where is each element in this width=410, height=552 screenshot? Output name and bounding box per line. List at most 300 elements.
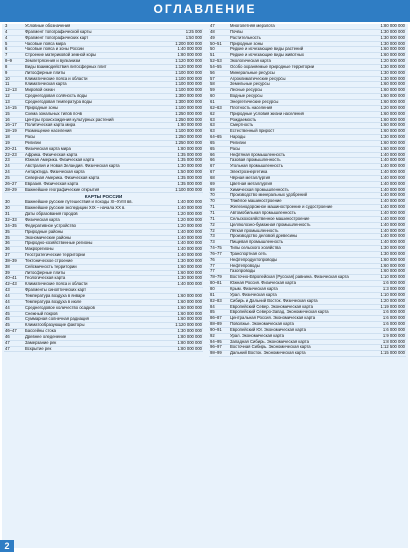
toc-entry-title: Даты образования городов [25, 211, 78, 217]
toc-entry-title: Экономические районы [25, 234, 71, 240]
toc-page-ref: 63 [210, 116, 215, 122]
toc-entry-scale: 1:250 000 000 [175, 116, 202, 122]
toc-entry-title: Крым. Физическая карта [230, 285, 278, 291]
toc-entry-title: Южная Россия. Физическая карта [230, 280, 296, 286]
toc-entry-scale: 1:100 000 000 [175, 69, 202, 75]
toc-entry-scale: 1:40 000 000 [380, 157, 405, 163]
toc-entry-scale: 1:60 000 000 [380, 46, 405, 52]
toc-page-ref: 57 [210, 75, 215, 81]
toc-entry-title: Важнейшие географические открытия [25, 186, 100, 192]
toc-entry-title: Автомобильная промышленность [230, 210, 296, 215]
toc-page-ref: 8 [5, 63, 8, 69]
toc-page-ref: 66 [210, 157, 215, 163]
toc-entry-scale: 1:6 000 000 [382, 280, 405, 286]
toc-page-ref: 52–53 [210, 58, 222, 64]
toc-entry-title: Мировой океан [25, 87, 55, 93]
toc-entry-scale: 1:40 000 000 [177, 46, 202, 52]
toc-entry-scale: 1:250 000 000 [175, 139, 202, 145]
toc-page-ref: 60 [210, 93, 215, 99]
toc-entry-title: Западная Сибирь. Экономическая карта [230, 338, 309, 344]
toc-entry-scale: 1:80 000 000 [177, 52, 202, 58]
toc-page-ref: 4 [5, 28, 8, 34]
toc-entry-scale: 1:40 000 000 [380, 233, 405, 239]
toc-entry-title: Среднегодовая температура воды [25, 98, 92, 104]
toc-entry-title: Экологическая карта [230, 58, 271, 64]
toc-page-ref: 68 [210, 174, 215, 180]
toc-page-ref: 48 [210, 28, 215, 34]
toc-entry-scale: 1:60 000 000 [177, 304, 202, 310]
toc-entry-title: Размещение населения [25, 128, 72, 134]
toc-page-ref: 35 [5, 228, 10, 234]
toc-entry-title: Среднегодовая солёность воды [25, 93, 88, 99]
toc-entry-title: Политическая карта мира [25, 122, 76, 128]
toc-entry-title: Восточная Сибирь. Экономическая карта [230, 344, 311, 350]
toc-entry-title: Железнодорожное машиностроение и судостроение [230, 204, 333, 210]
toc-entry-scale: 1:12 500 000 [380, 344, 405, 350]
toc-entry-title: Вскрытие рек [25, 345, 52, 351]
toc-entry-scale: 1:40 000 000 [380, 192, 405, 198]
toc-entry-title: Народы [230, 134, 246, 140]
toc-entry-title: Европейский Северо-Запад. Экономическая карта [230, 309, 329, 315]
toc-entry-title: Природно-хозяйственные регионы [25, 240, 93, 246]
toc-entry-scale: 1:8 000 000 [382, 338, 405, 344]
toc-entry-title: Климатическая карта [25, 81, 67, 87]
toc-entry-title: Сельскохозяйственное машиностроение [230, 215, 310, 221]
toc-page-ref: 94–95 [210, 338, 222, 344]
toc-entry-scale: 1:30 000 000 [380, 34, 405, 40]
toc-entry-title: Химическая промышленность [230, 186, 289, 192]
toc-entry-title: Особо охраняемые природные территории [230, 63, 315, 69]
toc-entry-scale: 1:6 000 000 [382, 321, 405, 327]
toc-page-ref: 44 [5, 304, 10, 310]
toc-page-ref: 32–33 [5, 217, 17, 222]
toc-page [2, 24, 408, 548]
toc-page-ref: 66 [210, 151, 215, 157]
toc-page-ref: 50–51 [210, 40, 222, 46]
toc-entry-title: Минеральные ресурсы [230, 69, 275, 75]
toc-page-ref: 3 [5, 23, 8, 28]
toc-entry-title: Религии [230, 139, 246, 145]
toc-page-ref: 45 [5, 316, 10, 322]
toc-entry-title: Древнее оледенение [25, 333, 67, 339]
toc-entry-scale: 1:40 000 000 [380, 215, 405, 221]
toc-entry-scale: 1:15 000 000 [380, 350, 405, 356]
toc-page-ref: 70 [210, 198, 215, 204]
toc-entry[interactable] [4, 347, 203, 353]
toc-page-ref: 36 [5, 240, 10, 246]
toc-entry-scale: 1:80 000 000 [177, 145, 202, 151]
toc-page-ref: 73 [210, 233, 215, 239]
toc-entry-scale: 1:20 000 000 [177, 222, 202, 228]
toc-entry-scale: 1:30 000 000 [177, 275, 202, 281]
toc-entry-title: Многолетняя мерзлота [230, 23, 275, 28]
toc-page-ref: 28–29 [5, 186, 17, 192]
toc-entry-scale: 1:30 000 000 [380, 28, 405, 34]
toc-entry-title: Нефтяная промышленность [230, 151, 286, 157]
toc-entry-title: Климатические пояса и области [25, 281, 88, 287]
toc-page-ref: 45 [5, 310, 10, 316]
toc-entry-title: Виды взаимодействия литосферных плит [25, 63, 107, 69]
toc-entry-title: Нефтепродуктопроводы [230, 256, 278, 262]
toc-entry-title: Производство деловой древесины [230, 233, 298, 239]
toc-entry-title: Нефтепроводы [230, 262, 260, 268]
toc-entry-title: Бассейны стока [25, 328, 56, 334]
toc-entry-scale: 1:60 000 000 [380, 128, 405, 134]
toc-entry-scale: 1:50 000 [185, 34, 202, 40]
toc-entry-scale: 1:40 000 000 [380, 174, 405, 180]
toc-entry-scale: 1:40 000 000 [177, 228, 202, 234]
toc-entry-scale: 1:6 000 000 [382, 315, 405, 321]
toc-entry-scale: 1:100 000 000 [175, 87, 202, 93]
toc-entry-scale: 1:60 000 000 [177, 316, 202, 322]
toc-entry-title: Температура воздуха в июле [25, 298, 82, 304]
toc-entry-scale: 1:80 000 000 [177, 122, 202, 128]
toc-entry-scale: 1:40 000 000 [380, 163, 405, 169]
toc-entry-title: Типы сельского хозяйства [230, 245, 281, 251]
page-number: 2 [0, 540, 14, 552]
toc-page-ref: 76 [210, 256, 215, 262]
toc-page-ref: 23 [5, 157, 10, 163]
toc-page-ref: 37 [5, 252, 10, 258]
toc-page-ref: 16 [5, 116, 10, 122]
toc-page-ref: 67 [210, 163, 215, 169]
toc-entry-scale: 1:30 000 000 [177, 163, 202, 169]
toc-page-ref: 98–99 [210, 350, 222, 356]
toc-page-ref: 78–79 [210, 274, 222, 280]
toc-entry-scale: 1:100 000 000 [175, 75, 202, 81]
toc-entry-scale: 1:10 000 000 [380, 274, 405, 280]
toc-entry-scale: 1:30 000 000 [380, 75, 405, 81]
toc-entry-title: Среднегодовое количество осадков [25, 304, 95, 310]
toc-entry-title: Климатообразующие факторы [25, 322, 85, 328]
toc-entry-title: Замерзание рек [25, 339, 57, 345]
toc-page-ref: 73 [210, 239, 215, 245]
toc-page-ref: 24 [5, 169, 10, 175]
toc-page-ref: 12–13 [5, 87, 17, 93]
toc-entry-scale: 1:9 000 000 [382, 332, 405, 338]
toc-entry-scale: 1:60 000 000 [380, 52, 405, 58]
toc-page-ref: 65 [210, 145, 215, 151]
toc-entry-title: Целлюлозно-бумажная промышленность [230, 221, 311, 227]
toc-page-ref: 42–43 [5, 281, 17, 287]
toc-entry-title: Природные условия жизни населения [230, 110, 304, 116]
toc-page-ref: 4 [5, 34, 8, 40]
toc-page-ref: 47 [5, 339, 10, 345]
toc-entry-scale: 1:40 000 000 [380, 198, 405, 204]
toc-entry-title: Схема зональных типов почв [25, 110, 82, 116]
toc-entry-title: Почвы [230, 28, 243, 34]
toc-entry-scale: 1:10 000 000 [380, 291, 405, 297]
toc-entry-scale: 1:35 000 000 [177, 180, 202, 186]
toc-entry-title: Чёрная металлургия [230, 174, 271, 180]
toc-page-ref: 51 [210, 52, 215, 58]
toc-entry-scale: 1:60 000 000 [177, 310, 202, 316]
toc-page-ref: 82–83 [210, 297, 222, 303]
toc-page-ref: 96–97 [210, 344, 222, 350]
toc-entry-scale: 1:30 000 000 [380, 69, 405, 75]
toc-page-ref: 19 [5, 139, 10, 145]
toc-entry-scale: 1:19 000 000 [380, 303, 405, 309]
toc-page-ref: 70 [210, 192, 215, 198]
toc-entry-scale: 1:6 000 000 [382, 309, 405, 315]
toc-entry-title: Восточно-Европейская (Русская) равнина. Физическая карта [230, 274, 349, 280]
toc-page-ref: 36 [5, 246, 10, 252]
toc-entry-title: Центральная Россия. Экономическая карта [230, 315, 316, 321]
toc-entry-scale: 1:60 000 000 [380, 93, 405, 99]
toc-page-ref: 26–27 [5, 180, 17, 186]
toc-entry-title: Природные зоны [230, 40, 264, 46]
toc-page-ref: 69 [210, 180, 215, 186]
toc-entry-title: Лёгкая промышленность [230, 227, 279, 233]
toc-page-ref: 69 [210, 186, 215, 192]
toc-entry-scale: 1:40 000 000 [380, 169, 405, 175]
toc-entry-scale: 1:40 000 000 [177, 246, 202, 252]
toc-entry-scale: 1:40 000 000 [380, 204, 405, 210]
toc-entry-scale: 1:60 000 000 [380, 98, 405, 104]
toc-entry-scale: 1:20 000 000 [177, 217, 202, 222]
toc-page-ref: 71 [210, 210, 215, 215]
toc-page-ref: 31 [5, 211, 10, 217]
toc-entry-scale: 1:30 000 000 [177, 328, 202, 334]
section-heading: КАРТЫ РОССИИ [84, 194, 123, 200]
toc-entry-scale: 1:3 000 000 [382, 285, 405, 291]
toc-page-ref: 16–17 [5, 122, 17, 128]
toc-entry-scale: 1:40 000 000 [380, 186, 405, 192]
toc-page-ref: 15 [5, 110, 10, 116]
toc-page-ref: 65 [210, 139, 215, 145]
toc-entry-title: Газовая промышленность [230, 157, 281, 163]
toc-page-ref: 6 [5, 46, 8, 52]
toc-entry-scale: 1:100 000 000 [175, 81, 202, 87]
toc-entry-scale: 1:20 000 000 [380, 58, 405, 64]
toc-page-ref: 74–75 [210, 245, 222, 251]
toc-entry-scale: 1:250 000 000 [175, 134, 202, 140]
toc-page-ref: 22–23 [5, 151, 17, 157]
toc-entry-scale: 1:60 000 000 [380, 81, 405, 87]
toc-entry-scale: 1:35 000 000 [177, 151, 202, 157]
toc-entry-scale: 1:80 000 000 [177, 339, 202, 345]
toc-entry-title: Часовые пояса мира [25, 40, 66, 46]
toc-page-ref: 43 [5, 287, 10, 293]
toc-entry-title: Землетрясения и вулканизм [25, 58, 81, 64]
toc-entry-title: Редкие и исчезающие виды животных [230, 52, 304, 58]
toc-entry-scale: 1:300 000 000 [175, 98, 202, 104]
toc-page-ref: 46 [5, 333, 10, 339]
toc-page-ref: 62–63 [210, 104, 222, 110]
toc-entry-scale: 1:60 000 000 [380, 116, 405, 122]
toc-entry-title: Угольная промышленность [230, 163, 283, 169]
toc-page-ref: 50 [210, 46, 215, 52]
toc-entry-title: Агроклиматические ресурсы [230, 75, 286, 81]
toc-page-ref: 39 [5, 269, 10, 275]
toc-entry-scale: 1:40 000 000 [380, 151, 405, 157]
toc-entry-scale: 1:60 000 000 [177, 298, 202, 304]
toc-page-ref: 54–55 [210, 63, 222, 69]
toc-entry-title: Африка. Физическая карта [25, 151, 78, 157]
toc-page-ref: 58 [210, 81, 215, 87]
toc-page-ref: 30 [5, 205, 10, 211]
toc-entry-title: Расы [230, 145, 241, 151]
toc-entry-title: Растительность [230, 34, 261, 40]
toc-entry-title: Антарктида. Физическая карта [25, 169, 85, 175]
toc-entry-title: Северная Америка. Физическая карта [25, 174, 100, 180]
toc-entry-title: Лесные ресурсы [230, 87, 263, 93]
toc-entry-scale: 1:40 000 000 [177, 281, 202, 287]
toc-entry-scale: 1:35 000 000 [177, 157, 202, 163]
toc-entry-title: Климатические пояса и области [25, 75, 88, 81]
toc-entry-title: Природные зоны [25, 104, 59, 110]
toc-page-ref: 13 [5, 98, 10, 104]
toc-entry-title: Электроэнергетика [230, 169, 268, 175]
toc-entry-scale: 1:25 000 [185, 28, 202, 34]
toc-entry-title: Важнейшие русские экспедиции XIX – начала XX в. [25, 205, 126, 211]
toc-column-right [209, 24, 406, 548]
toc-page-ref: 46–47 [5, 328, 17, 334]
toc-entry-scale: 1:120 000 000 [175, 322, 202, 328]
toc-entry-title: Фрагменты синоптических карт [25, 287, 87, 293]
toc-entry-title: Европейский Юг. Экономическая карта [230, 326, 307, 332]
toc-entry-scale: 1:100 000 000 [175, 104, 202, 110]
toc-page-ref: 11 [5, 81, 10, 87]
toc-entry-scale: 1:40 000 000 [177, 199, 202, 205]
toc-header [0, 0, 410, 22]
toc-entry-scale: 1:30 000 000 [380, 63, 405, 69]
toc-entry-title: Энергетические ресурсы [230, 98, 279, 104]
toc-entry-scale: 1:60 000 000 [380, 139, 405, 145]
toc-entry-title: Плотность населения [230, 104, 273, 110]
toc-entry-title: Тектоническое строение [25, 257, 73, 263]
toc-entry-title: Цветная металлургия [230, 180, 273, 186]
toc-entry-scale: 1:30 000 000 [177, 257, 202, 263]
toc-entry-scale: 1:60 000 000 [380, 262, 405, 268]
toc-entry-scale: 1:60 000 000 [380, 256, 405, 262]
toc-entry-title: Тяжёлое машиностроение [230, 198, 282, 204]
toc-page-ref: 86–87 [210, 315, 222, 321]
toc-page-ref: 38 [5, 263, 10, 269]
toc-entry-scale: 1:250 000 000 [175, 110, 202, 116]
toc-page-ref: 92 [210, 332, 215, 338]
toc-entry-title: Редкие и исчезающие виды растений [230, 46, 304, 52]
toc-entry-scale: 1:40 000 000 [380, 180, 405, 186]
toc-page-ref: 88–89 [210, 321, 222, 327]
toc-page-ref: 76–77 [210, 250, 222, 256]
toc-entry-title: Часовые пояса и зоны России [25, 46, 84, 52]
toc-entry-scale: 1:40 000 000 [177, 205, 202, 211]
toc-entry-scale: 1:100 000 000 [175, 186, 202, 192]
toc-entry-title: Естественный прирост [230, 128, 275, 134]
toc-entry-title: Макрорегионы [25, 246, 54, 252]
toc-page-ref: 59 [210, 87, 215, 93]
toc-entry-title: Смертность [230, 122, 254, 128]
toc-entry-scale: 1:60 000 000 [177, 269, 202, 275]
toc-page-ref: 20–21 [5, 145, 17, 151]
toc-entry-title: Условные обозначения [25, 23, 71, 28]
toc-page-ref: 47 [210, 23, 215, 28]
toc-entry-title: Геостратегические территории [25, 252, 85, 258]
toc-entry-scale: 1:20 000 000 [177, 211, 202, 217]
toc-page-ref: 30 [5, 199, 10, 205]
toc-page-ref: 80–81 [210, 280, 222, 286]
toc-page-ref: 38–39 [5, 257, 17, 263]
toc-entry-title: Физическая карта [25, 217, 60, 222]
toc-entry-scale: 1:30 000 000 [380, 245, 405, 251]
toc-page-ref: 40–41 [5, 275, 17, 281]
toc-entry-scale: 1:40 000 000 [177, 252, 202, 258]
toc-entry-scale: 1:35 000 000 [177, 174, 202, 180]
toc-entry-title: Сейсмичность территории [25, 263, 77, 269]
toc-entry-title: Литосферные плиты [25, 69, 66, 75]
toc-entry-scale: 1:200 000 000 [175, 40, 202, 46]
toc-page-ref: 63 [210, 128, 215, 134]
toc-page-ref: 18 [5, 134, 10, 140]
toc-entry-scale: 1:60 000 000 [177, 263, 202, 269]
toc-page-ref: 81 [210, 291, 215, 297]
toc-entry-scale: 1:30 000 000 [380, 40, 405, 46]
toc-entry-title: Рождаемость [230, 116, 257, 122]
toc-column-left [4, 24, 203, 548]
toc-page-ref: 7 [5, 52, 8, 58]
toc-entry-title: Фрагмент топографической карты [25, 28, 92, 34]
toc-entry-scale: 1:120 000 000 [175, 63, 202, 69]
toc-page-ref: 64–65 [210, 134, 222, 140]
toc-page-ref: 67 [210, 169, 215, 175]
toc-entry-title: Религии [25, 139, 41, 145]
toc-entry-scale: 1:6 000 000 [382, 326, 405, 332]
toc-entry-title: Фрагмент топографических карт [25, 34, 89, 40]
toc-entry-scale: 1:40 000 000 [380, 210, 405, 215]
toc-entry-scale: 1:60 000 000 [177, 292, 202, 298]
toc-entry-title: Центры происхождения культурных растений [25, 116, 114, 122]
toc-entry-title: Геологическая карта [25, 275, 66, 281]
toc-entry-title: Урал. Физическая карта [230, 291, 277, 297]
toc-page-ref: 14–15 [5, 104, 17, 110]
toc-entry-title: Снежный покров [25, 310, 58, 316]
toc-entry-title: Температура воздуха в январе [25, 292, 86, 298]
toc-entry-title: Поволжье. Экономическая карта [230, 321, 294, 327]
toc-page-ref: 71 [210, 215, 215, 221]
toc-entry-scale: 1:300 000 000 [175, 93, 202, 99]
toc-entry-scale: 1:60 000 000 [380, 145, 405, 151]
toc-entry-scale: 1:50 000 000 [177, 169, 202, 175]
toc-page-ref: 18–19 [5, 128, 17, 134]
toc-entry-title: Расы [25, 134, 36, 140]
toc-page-ref: 24 [5, 163, 10, 169]
toc-entry-scale: 1:30 000 000 [380, 250, 405, 256]
toc-entry-title: Южная Америка. Физическая карта [25, 157, 95, 163]
toc-entry-title: Пищевая промышленность [230, 239, 284, 245]
toc-page-ref: 44 [5, 292, 10, 298]
toc-entry-title: Производство минеральных удобрений [230, 192, 307, 198]
page-title: ОГЛАВЛЕНИЕ [153, 2, 257, 16]
toc-entry-title: Важнейшие русские путешествия и походы XI–XVIII вв. [25, 199, 133, 205]
toc-entry-scale: 1:40 000 000 [177, 240, 202, 246]
toc-page-ref: 49 [210, 34, 215, 40]
toc-page-ref: 90–91 [210, 326, 222, 332]
toc-page-ref: 84 [210, 303, 215, 309]
toc-entry-title: Сибирь и Дальний Восток. Физическая карта [230, 297, 318, 303]
toc-entry-title: Газопроводы [230, 268, 256, 274]
toc-entry-scale: 1:20 000 000 [380, 104, 405, 110]
toc-page-ref: 85 [210, 309, 215, 315]
toc-entry[interactable] [209, 351, 406, 357]
toc-page-ref: 72 [210, 221, 215, 227]
toc-entry-scale: 1:40 000 000 [380, 221, 405, 227]
toc-entry-scale: 1:60 000 000 [380, 268, 405, 274]
toc-entry-scale: 1:100 000 000 [175, 128, 202, 134]
toc-entry-title: Транспортная сеть [230, 250, 267, 256]
toc-entry-title: Европейский Север. Экономическая карта [230, 303, 313, 309]
toc-entry-scale: 1:40 000 000 [380, 239, 405, 245]
